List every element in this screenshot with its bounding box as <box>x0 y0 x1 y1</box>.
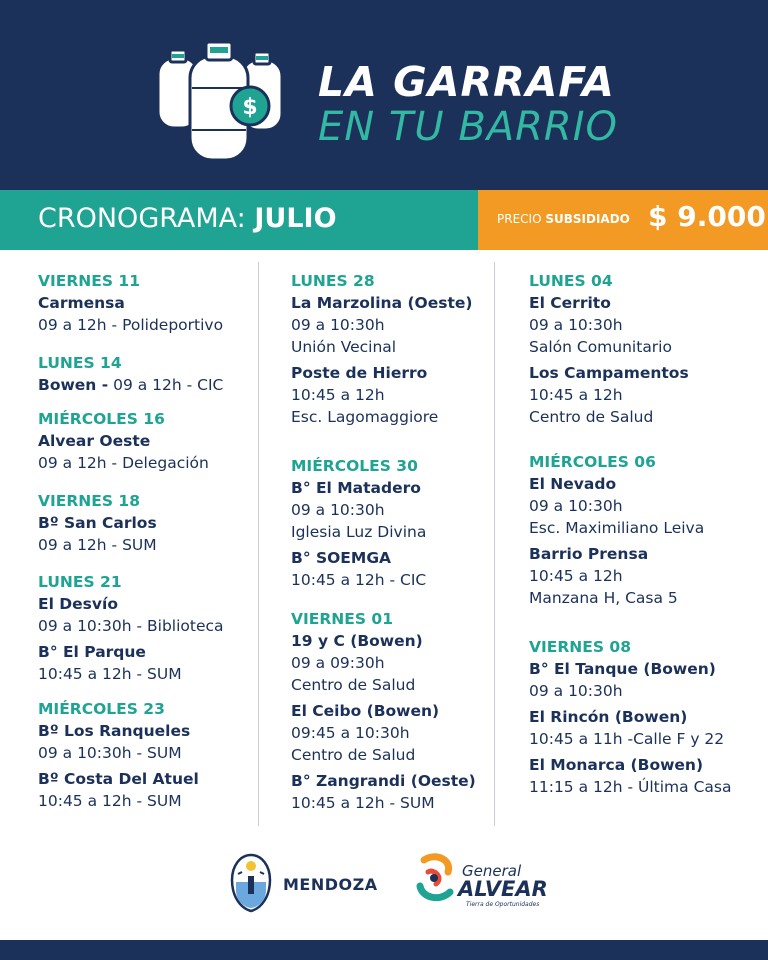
schedule-entry <box>38 408 209 474</box>
time-detail: 10:45 a 12h <box>291 386 385 404</box>
column-divider <box>258 262 259 826</box>
day-label: VIERNES 11 <box>38 272 140 290</box>
location-detail: Esc. Maximiliano Leiva <box>529 519 705 537</box>
schedule-entry <box>38 571 224 685</box>
place-name: El Nevado <box>529 475 617 493</box>
time-detail: 09 a 10:30h <box>529 497 623 515</box>
schedule-entry <box>38 698 199 812</box>
alvear-logo-icon <box>414 852 460 904</box>
time-detail: 10:45 a 11h -Calle F y 22 <box>529 730 725 748</box>
place-name: 19 y C (Bowen) <box>291 632 423 650</box>
time-detail: 09 a 10:30h <box>529 316 623 334</box>
time-detail: 10:45 a 12h <box>529 386 623 404</box>
alvear-general-text: General <box>462 862 522 880</box>
day-label: VIERNES 08 <box>529 638 631 656</box>
place-name: Los Campamentos <box>529 364 689 382</box>
time-detail: 09 a 09:30h <box>291 654 385 672</box>
schedule-entry <box>291 270 472 428</box>
header-banner <box>0 0 768 190</box>
svg-text:$: $ <box>242 95 258 120</box>
location-detail: Manzana H, Casa 5 <box>529 589 678 607</box>
time-detail: 10:45 a 12h - SUM <box>38 665 182 683</box>
time-detail: 09 a 12h - Delegación <box>38 454 209 472</box>
mendoza-shield-icon <box>228 852 274 914</box>
place-name: Alvear Oeste <box>38 432 151 450</box>
schedule-entry <box>38 270 223 336</box>
schedule-entry <box>291 608 476 814</box>
schedule-entry <box>529 270 689 428</box>
time-detail: 09 a 12h - Polideportivo <box>38 316 224 334</box>
place-name: El Ceibo (Bowen) <box>291 702 440 720</box>
day-label: VIERNES 01 <box>291 610 393 628</box>
footer-bar <box>0 940 768 960</box>
time-detail: 10:45 a 12h - SUM <box>38 792 182 810</box>
location-detail: Salón Comunitario <box>529 338 672 356</box>
day-label: LUNES 21 <box>38 573 122 591</box>
gas-cylinders-icon <box>150 38 290 168</box>
place-name: Poste de Hierro <box>291 364 428 382</box>
place-name: Bº Costa Del Atuel <box>38 770 199 788</box>
mendoza-logo-text: MENDOZA <box>283 875 378 894</box>
place-name: B° El Parque <box>38 643 146 661</box>
schedule-entry <box>529 636 731 798</box>
location-detail: Centro de Salud <box>291 746 416 764</box>
place-name: B° Zangrandi (Oeste) <box>291 772 476 790</box>
column-divider <box>494 262 495 826</box>
time-detail: 10:45 a 12h - CIC <box>291 571 427 589</box>
schedule-entry <box>38 490 157 556</box>
price-amount: $ 9.000 <box>648 200 766 233</box>
price-label: PRECIO SUBSIDIADO <box>497 212 630 226</box>
title-line-2: EN TU BARRIO <box>318 104 619 150</box>
schedule-entry <box>529 451 704 609</box>
place-name: El Rincón (Bowen) <box>529 708 688 726</box>
day-label: LUNES 04 <box>529 272 613 290</box>
time-detail: 09 a 10:30h <box>291 501 385 519</box>
place-name: B° SOEMGA <box>291 549 392 567</box>
place-name: B° El Tanque (Bowen) <box>529 660 716 678</box>
time-detail: 09 a 10:30h - Biblioteca <box>38 617 224 635</box>
day-label: MIÉRCOLES 16 <box>38 410 165 428</box>
location-detail: Centro de Salud <box>529 408 654 426</box>
day-label: MIÉRCOLES 30 <box>291 457 418 475</box>
day-label: LUNES 14 <box>38 354 122 372</box>
alvear-name-text: ALVEAR <box>458 877 548 901</box>
location-detail: Unión Vecinal <box>291 338 397 356</box>
time-detail: 09 a 12h - CIC <box>108 376 224 394</box>
place-name: Bowen - <box>38 376 109 394</box>
time-detail: 09:45 a 10:30h <box>291 724 410 742</box>
day-label: LUNES 28 <box>291 272 375 290</box>
time-detail: 10:45 a 12h <box>529 567 623 585</box>
place-name: El Desvío <box>38 595 118 613</box>
time-detail: 10:45 a 12h - SUM <box>291 794 435 812</box>
place-name: B° El Matadero <box>291 479 421 497</box>
place-name: Barrio Prensa <box>529 545 649 563</box>
location-detail: Iglesia Luz Divina <box>291 523 427 541</box>
time-detail: 09 a 10:30h <box>529 682 623 700</box>
schedule-entry <box>291 455 426 591</box>
day-label: MIÉRCOLES 23 <box>38 700 165 718</box>
place-name: Bº Los Ranqueles <box>38 722 191 740</box>
place-name: La Marzolina (Oeste) <box>291 294 473 312</box>
location-detail: Esc. Lagomaggiore <box>291 408 439 426</box>
schedule-entry <box>38 352 223 396</box>
place-name: El Cerrito <box>529 294 611 312</box>
title-line-1: LA GARRAFA <box>318 58 615 106</box>
time-detail: 11:15 a 12h - Última Casa <box>529 778 732 796</box>
time-detail: 09 a 12h - SUM <box>38 536 157 554</box>
time-detail: 09 a 10:30h - SUM <box>38 744 182 762</box>
place-name: El Monarca (Bowen) <box>529 756 704 774</box>
alvear-tagline: Tierra de Oportunidades <box>466 901 540 908</box>
location-detail: Centro de Salud <box>291 676 416 694</box>
place-name: Carmensa <box>38 294 125 312</box>
day-label: MIÉRCOLES 06 <box>529 453 656 471</box>
place-name: Bº San Carlos <box>38 514 157 532</box>
cronograma-title: CRONOGRAMA: JULIO <box>38 203 337 234</box>
time-detail: 09 a 10:30h <box>291 316 385 334</box>
day-label: VIERNES 18 <box>38 492 140 510</box>
